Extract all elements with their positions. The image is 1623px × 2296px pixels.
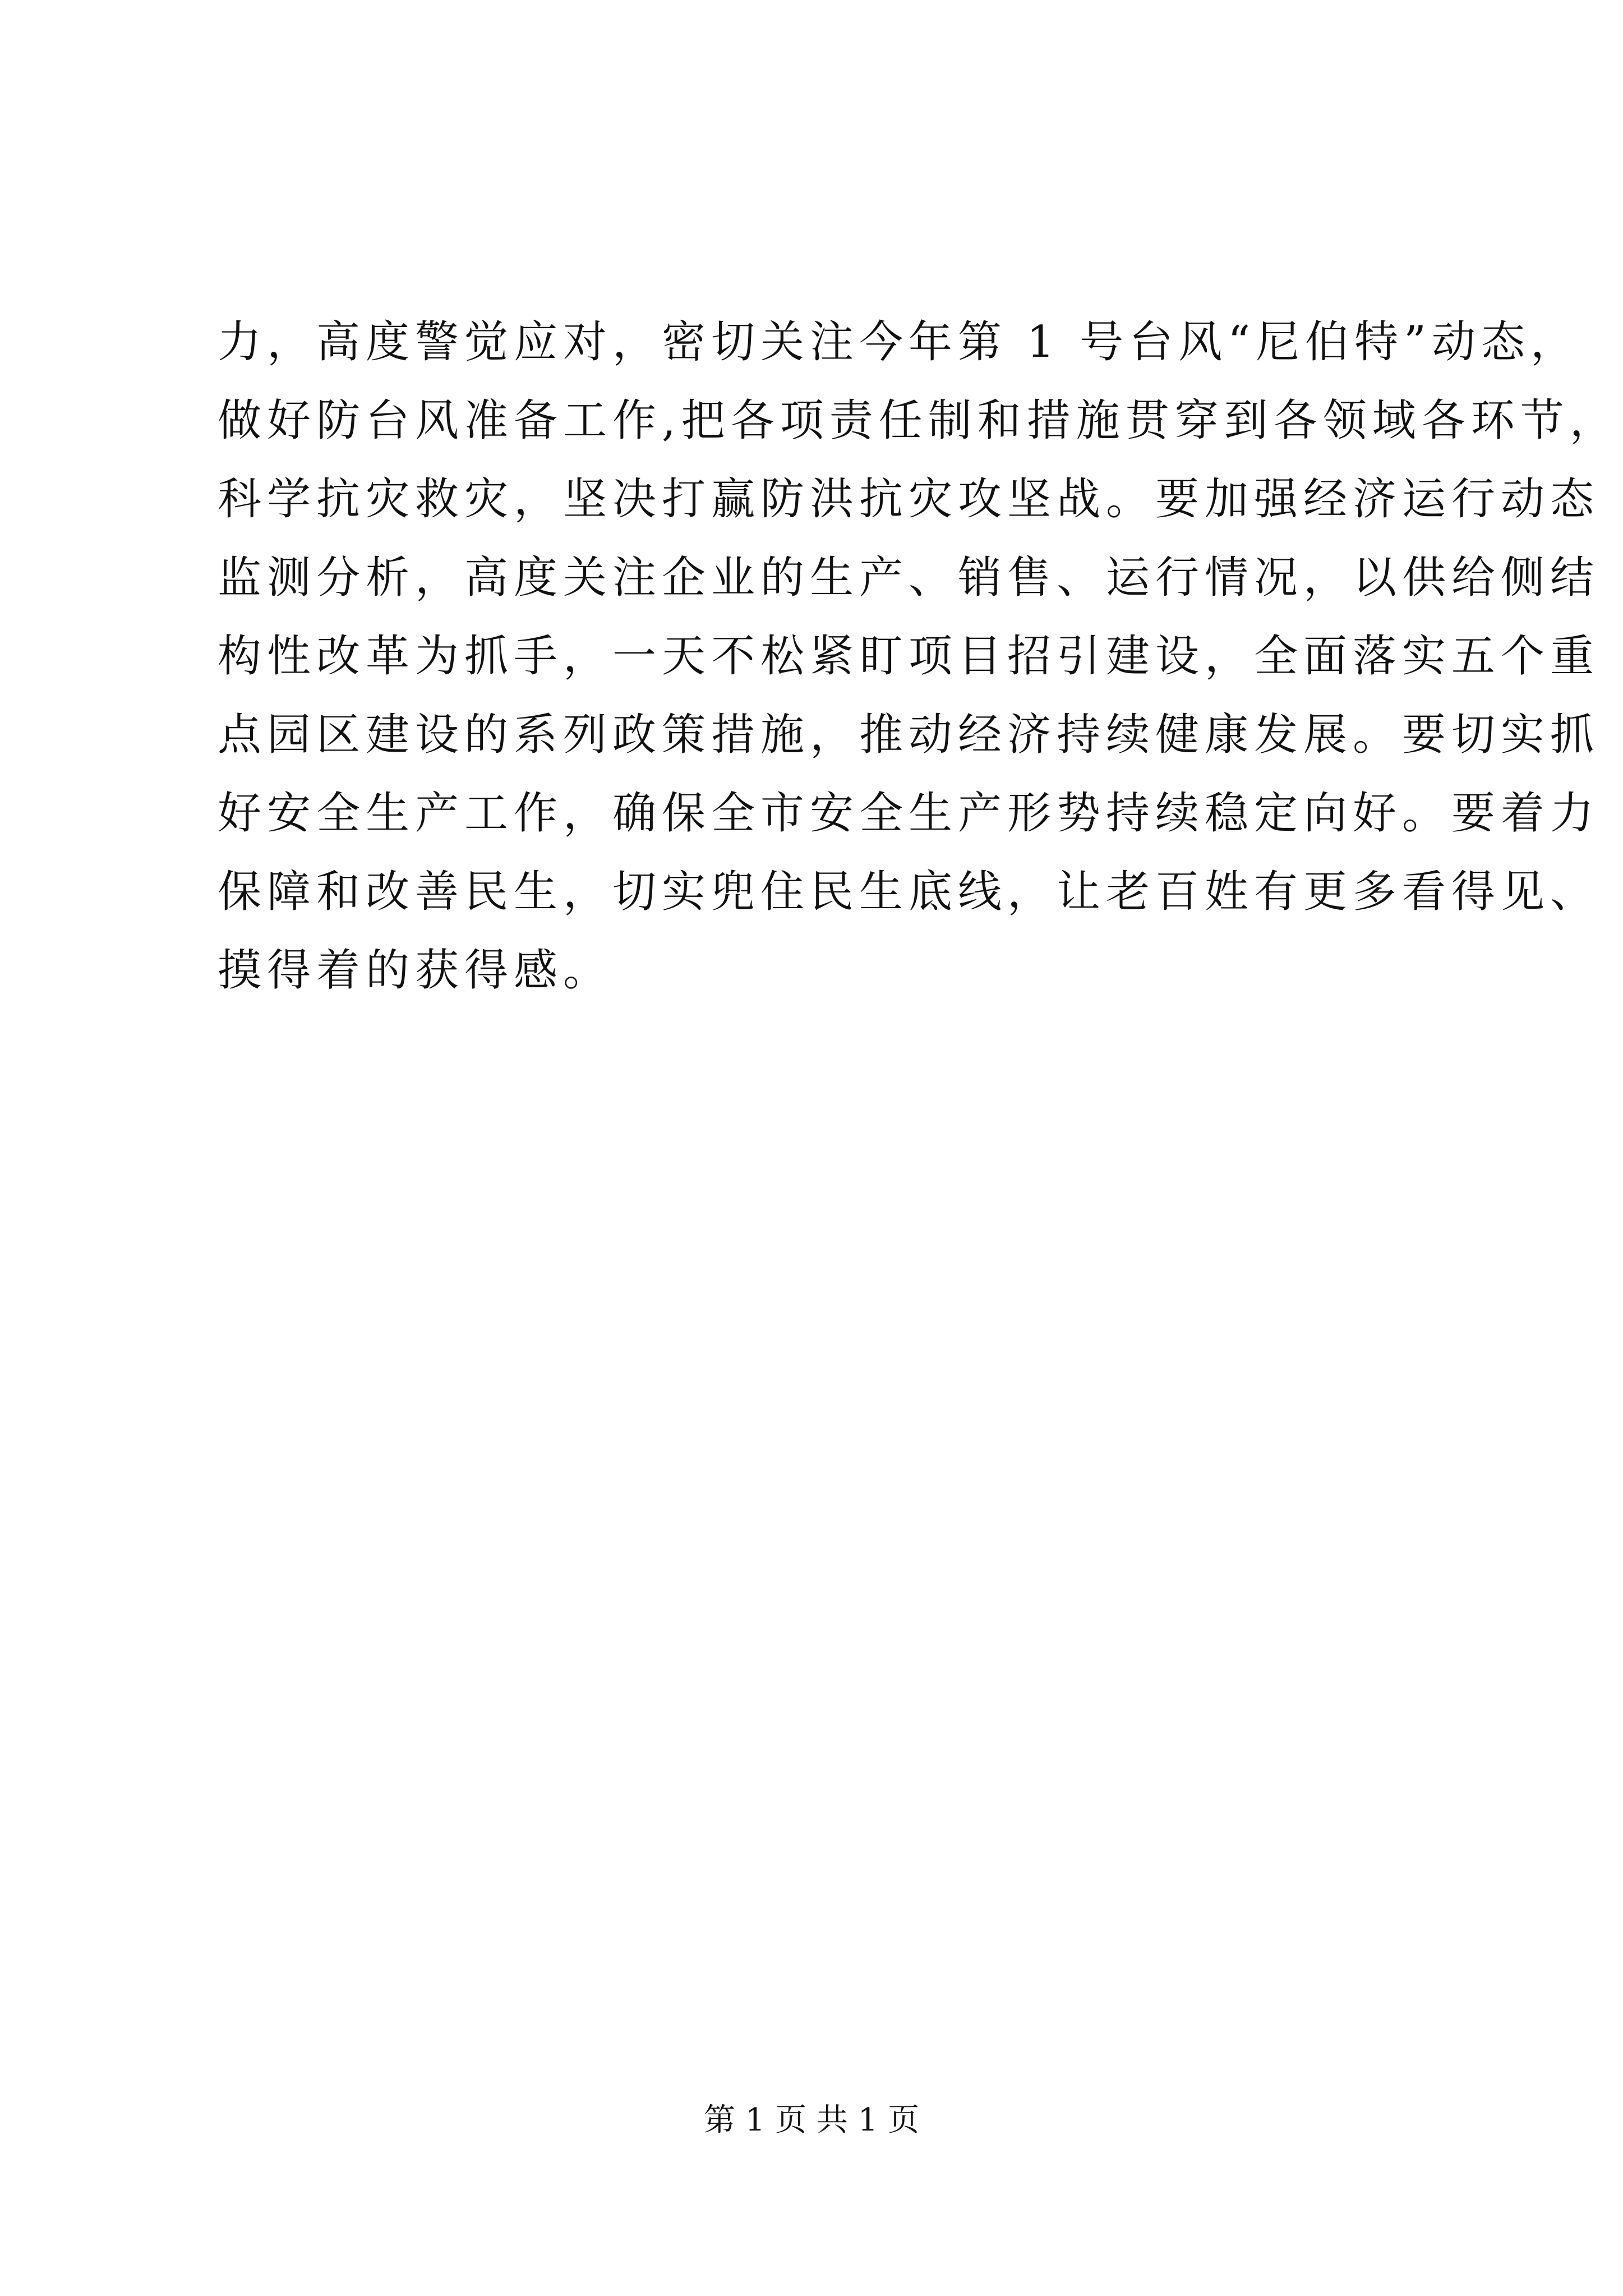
text-line: 监测分析，高度关注企业的生产、销售、运行情况，以供给侧结 xyxy=(218,553,1600,603)
text-line: 点园区建设的系列政策措施，推动经济持续健康发展。要切实抓 xyxy=(218,710,1600,760)
text-line: 做好防台风准备工作,把各项责任制和措施贯穿到各领域各环节， xyxy=(218,395,1619,446)
page-number-footer: 第 1 页 共 1 页 xyxy=(703,2102,920,2138)
text-line: 保障和改善民生，切实兜住民生底线，让老百姓有更多看得见、 xyxy=(218,867,1600,917)
text-line: 好安全生产工作，确保全市安全生产形势持续稳定向好。要着力 xyxy=(218,788,1600,839)
text-line: 摸得着的获得感。 xyxy=(218,945,613,996)
text-line: 构性改革为抓手，一天不松紧盯项目招引建设，全面落实五个重 xyxy=(218,631,1600,682)
text-line: 力，高度警觉应对，密切关注今年第 1 号台风“尼伯特”动态， xyxy=(218,317,1580,367)
text-line: 科学抗灾救灾，坚决打赢防洪抗灾攻坚战。要加强经济运行动态 xyxy=(218,474,1600,524)
body-paragraph xyxy=(218,303,1619,1010)
